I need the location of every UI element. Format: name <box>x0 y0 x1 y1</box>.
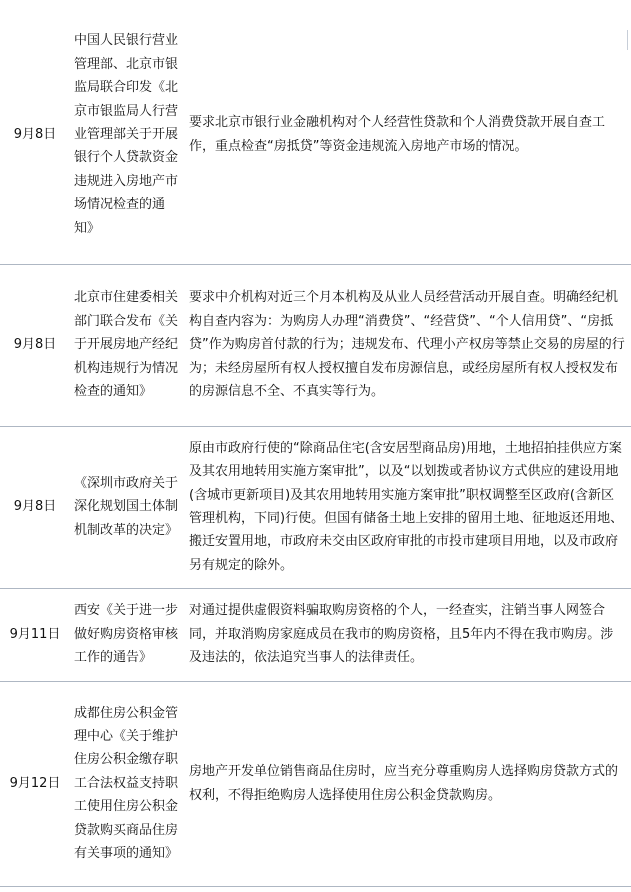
row-policy-title: 成都住房公积金管理中心《关于维护住房公积金缴存职工合法权益支持职工使用住房公积金贷款购买商品住房有关事项的通知》 <box>70 681 184 886</box>
table-row <box>0 6 631 264</box>
row-policy-content: 要求中介机构对近三个月本机构及从业人员经营活动开展自查。明确经纪机构自查内容为：为购房人办理“消费贷”、“经营贷”、“个人信用贷”、“房抵贷”作为购房首付款的行为；违规发布、代理小产权房等禁止交易的房屋的行为；未经房屋所有权人授权擅自发布房源信息，或经房屋所有权人授权发布的房源信息不全、不真实等行为。 <box>184 264 631 426</box>
row-policy-title: 《深圳市政府关于深化规划国土体制机制改革的决定》 <box>70 426 184 588</box>
table-row <box>0 588 631 681</box>
table-row <box>0 426 631 588</box>
row-policy-content: 房地产开发单位销售商品住房时，应当充分尊重购房人选择购房贷款方式的权利，不得拒绝购房人选择使用住房公积金贷款购房。 <box>184 681 631 886</box>
row-policy-title: 西安《关于进一步做好购房资格审核工作的通告》 <box>70 588 184 681</box>
row-date: 9月8日 <box>0 426 70 588</box>
row-policy-content: 对通过提供虚假资料骗取购房资格的个人，一经查实，注销当事人网签合同，并取消购房家庭成员在我市的购房资格，且5年内不得在我市购房。涉及违法的，依法追究当事人的法律责任。 <box>184 588 631 681</box>
row-policy-content: 要求北京市银行业金融机构对个人经营性贷款和个人消费贷款开展自查工作，重点检查“房抵贷”等资金违规流入房地产市场的情况。 <box>184 6 631 264</box>
table-row <box>0 264 631 426</box>
row-date: 9月8日 <box>0 6 70 264</box>
row-date: 9月8日 <box>0 264 70 426</box>
row-policy-content: 原由市政府行使的“除商品住宅(含安居型商品房)用地，土地招拍挂供应方案及其农用地转用实施方案审批”，以及“以划拨或者协议方式供应的建设用地(含城市更新项目)及其农用地转用实施方案审批”职权调整至区政府(含新区管理机构，下同)行使。但国有储备土地上安排的留用土地、征地返还用地、搬迁安置用地，市政府未交由区政府审批的市投市建项目用地，以及市政府另有规定的除外。 <box>184 426 631 588</box>
row-policy-title: 中国人民银行营业管理部、北京市银监局联合印发《北京市银监局人行营业管理部关于开展银行个人贷款资金违规进入房地产市场情况检查的通知》 <box>70 6 184 264</box>
row-date: 9月12日 <box>0 681 70 886</box>
row-date: 9月11日 <box>0 588 70 681</box>
policy-table <box>0 6 631 887</box>
row-policy-title: 北京市住建委相关部门联合发布《关于开展房地产经纪机构违规行为情况检查的通知》 <box>70 264 184 426</box>
table-row <box>0 681 631 886</box>
